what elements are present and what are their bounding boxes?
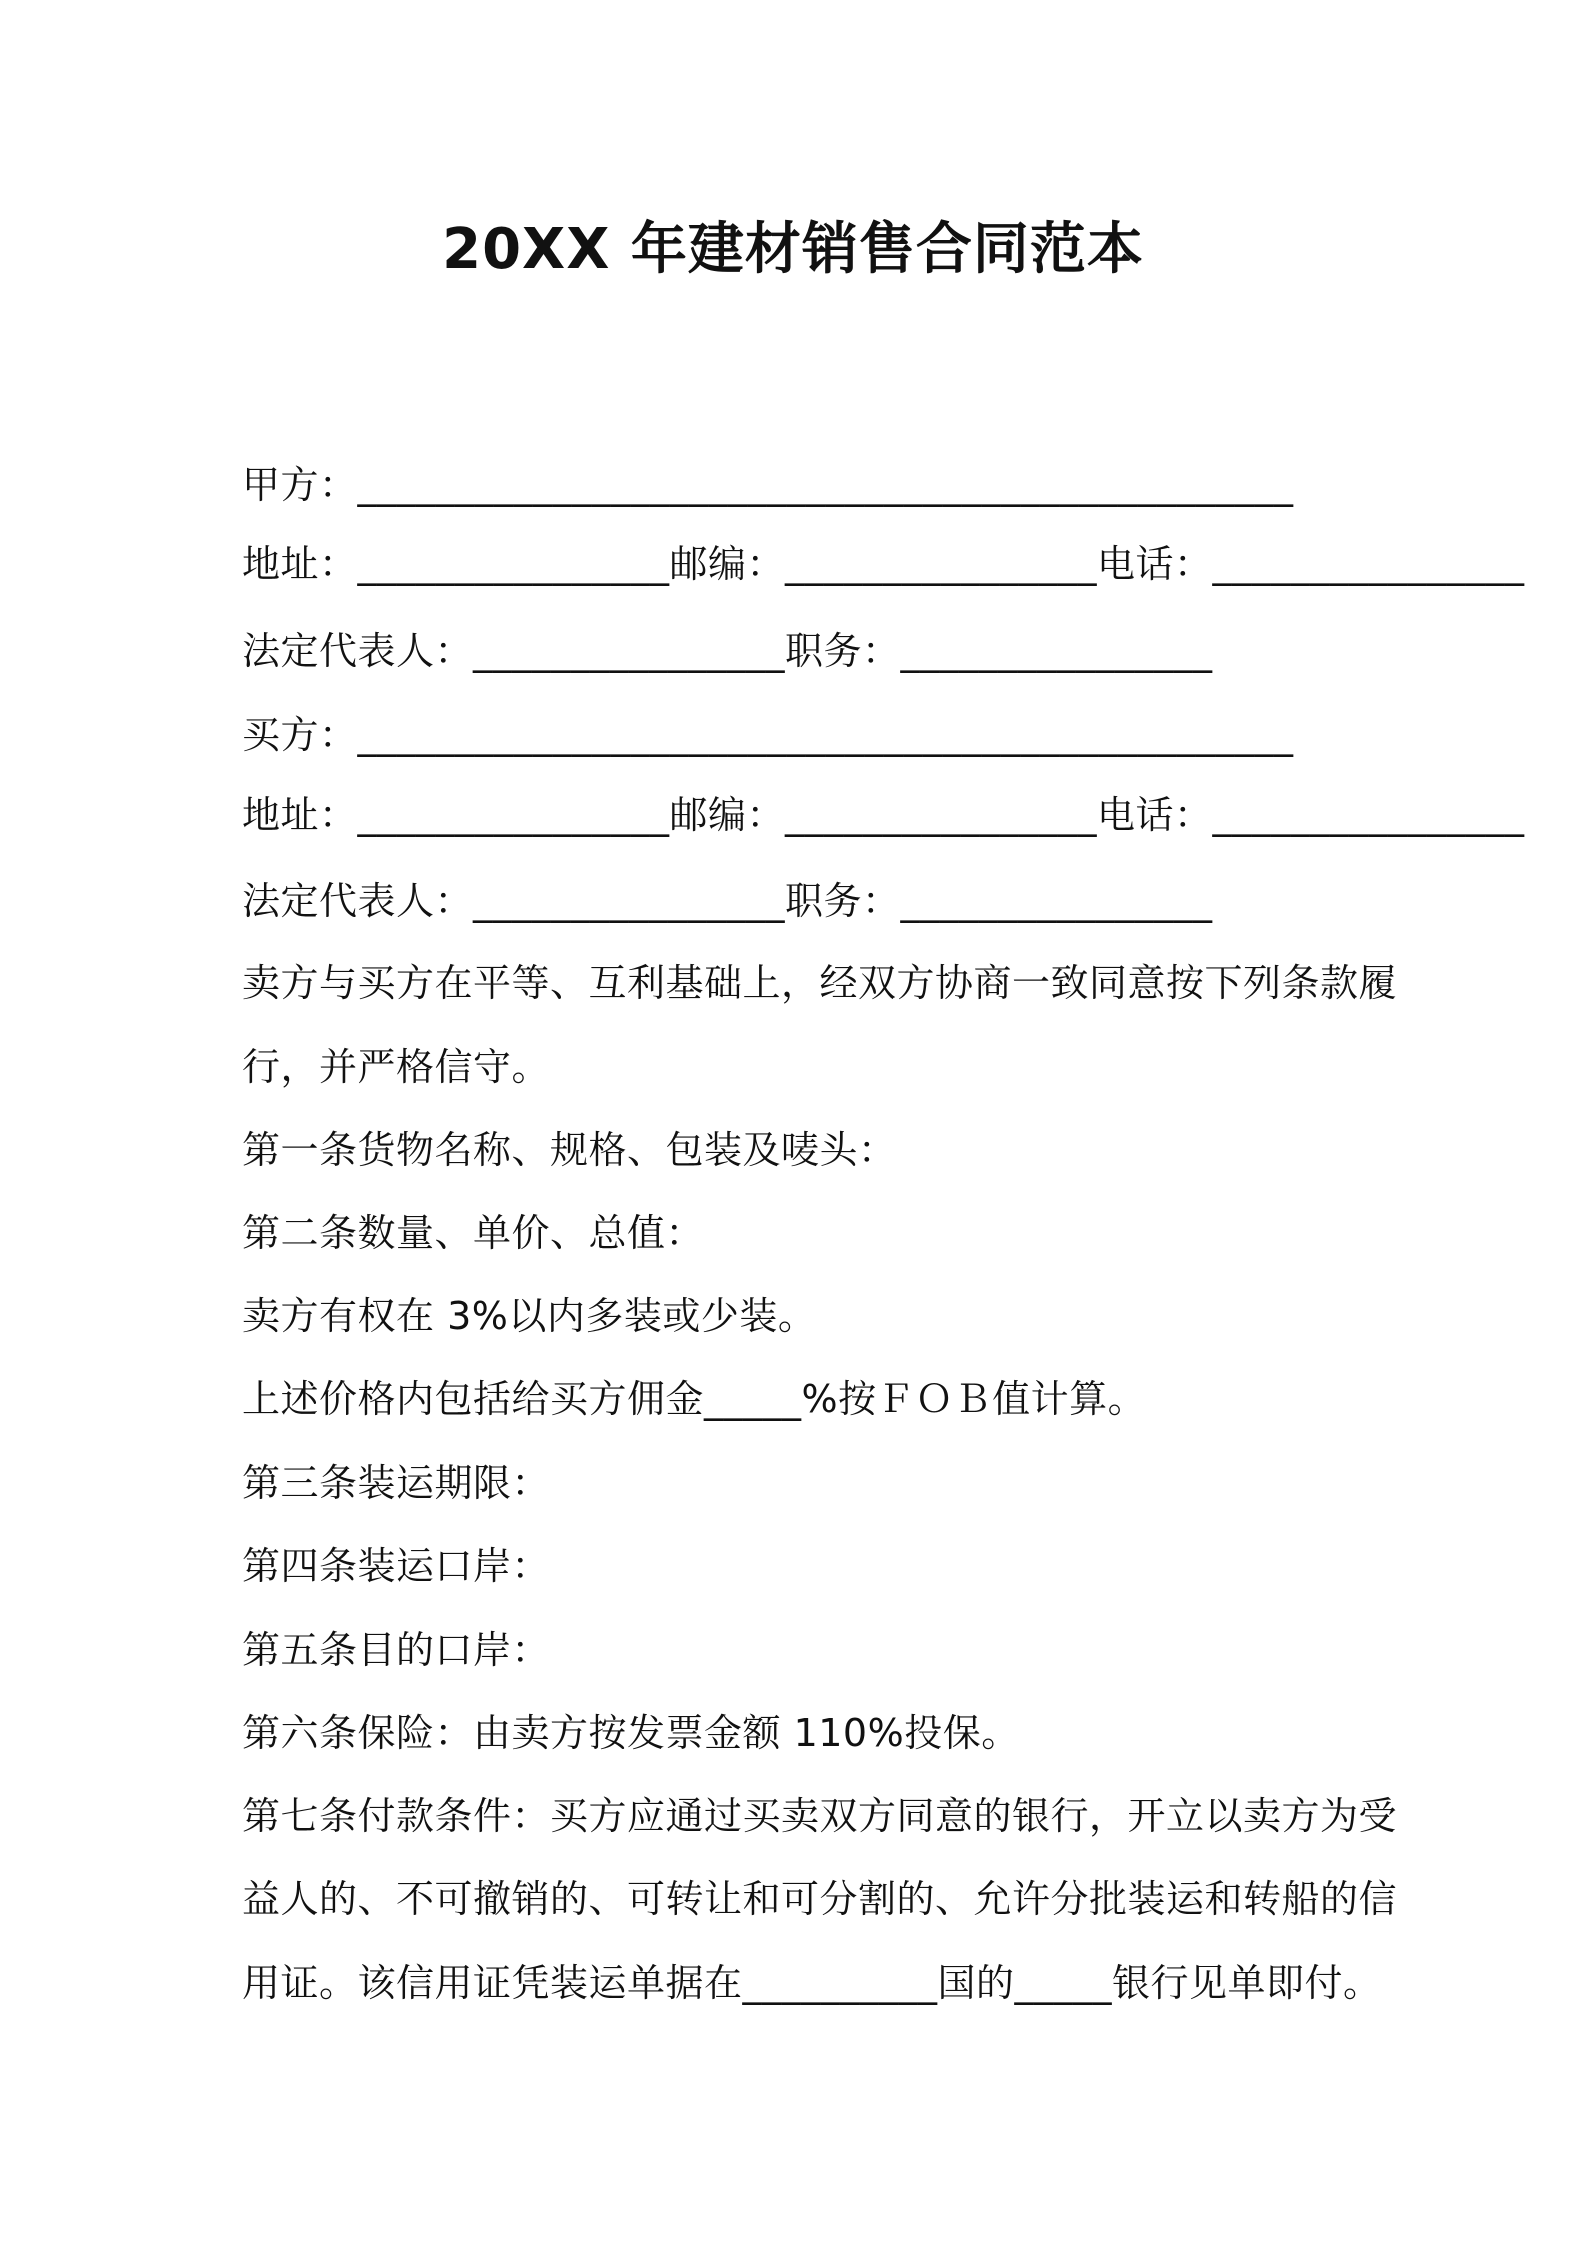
clause-5: 第五条目的口岸： [242,1628,551,1672]
clause-1: 第一条货物名称、规格、包装及唛头： [242,1128,897,1172]
buyer-name-line: 买方：________________________________________________ [242,713,1294,757]
clause-2-tolerance: 卖方有权在 3%以内多装或少装。 [242,1294,817,1338]
buyer-address-line: 地址：________________邮编：________________电话：________________ [242,793,1525,837]
clause-2-commission: 上述价格内包括给买方佣金_____%按ＦＯＢ值计算。 [242,1377,1147,1421]
clause-7-line-2: 益人的、不可撤销的、可转让和可分割的、允许分批装运和转船的信 [242,1877,1398,1921]
preamble-line-1: 卖方与买方在平等、互利基础上，经双方协商一致同意按下列条款履 [242,961,1398,1005]
party-a-address-line: 地址：________________邮编：________________电话：________________ [242,542,1525,586]
buyer-representative-line: 法定代表人：________________职务：________________ [242,879,1213,923]
preamble-line-2: 行，并严格信守。 [242,1045,551,1089]
document-title: 20XX 年建材销售合同范本 [442,217,1144,282]
party-a-name-line: 甲方：________________________________________________ [242,463,1294,507]
clause-7-line-1: 第七条付款条件：买方应通过买卖双方同意的银行，开立以卖方为受 [242,1794,1398,1838]
party-a-representative-line: 法定代表人：________________职务：________________ [242,629,1213,673]
clause-4: 第四条装运口岸： [242,1544,551,1588]
clause-2: 第二条数量、单价、总值： [242,1211,705,1255]
clause-3: 第三条装运期限： [242,1461,551,1505]
clause-7-line-3: 用证。该信用证凭装运单据在__________国的_____银行见单即付。 [242,1961,1382,2005]
clause-6: 第六条保险：由卖方按发票金额 110%投保。 [242,1711,1020,1755]
